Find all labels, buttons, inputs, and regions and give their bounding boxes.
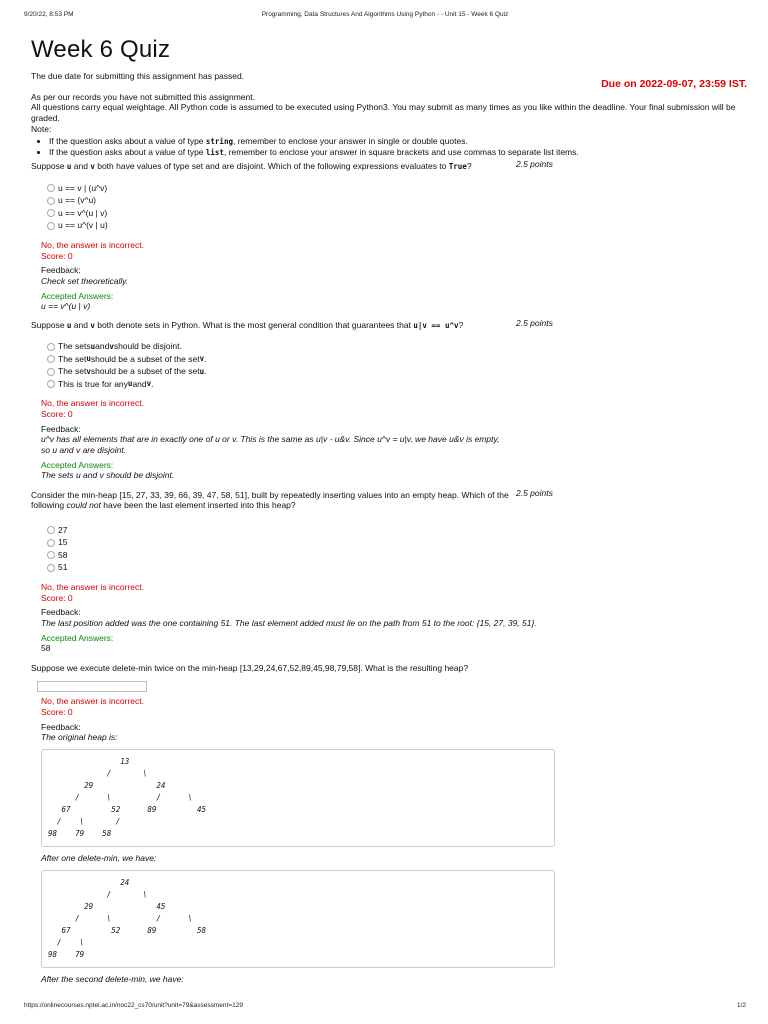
question-text: Suppose u and v both denote sets in Python. What is the most general condition that guarantees that u|v == u^v? [31, 319, 464, 330]
due-passed-message: The due date for submitting this assignment has passed. [31, 71, 245, 81]
option[interactable]: u == v | (u^v) [47, 182, 747, 195]
option[interactable]: u == u^(v | u) [47, 220, 747, 233]
radio-button[interactable] [47, 355, 55, 363]
result-message: No, the answer is incorrect. [41, 696, 144, 707]
after-two-text: After the second delete-min, we have: [41, 973, 184, 984]
answer-options [47, 524, 747, 574]
radio-button[interactable] [47, 539, 55, 547]
feedback-text: u^v has all elements that are in exactly one of u or v. This is the same as u|v - u&v. Since u^v = u|v, we have u&v is empty, [41, 434, 500, 445]
answer-options [47, 340, 747, 390]
score: Score: 0 [41, 592, 73, 603]
radio-button[interactable] [47, 526, 55, 534]
option[interactable]: 51 [47, 562, 747, 575]
radio-button[interactable] [47, 380, 55, 388]
print-footer [24, 1002, 746, 1012]
radio-button[interactable] [47, 184, 55, 192]
question-text: Consider the min-heap [15, 27, 33, 39, 66, 39, 47, 58, 51], built by repeatedly inserting values into an empty heap. Which of the following could not have been the last element inserted into this heap? [31, 489, 509, 511]
feedback-label: Feedback: [41, 423, 81, 434]
question-1 [31, 161, 747, 311]
page-number: 1/2 [736, 1002, 746, 1009]
score: Score: 0 [41, 707, 73, 717]
feedback-label: Feedback: [41, 607, 81, 618]
question-2 [31, 317, 747, 481]
radio-button[interactable] [47, 368, 55, 376]
question-points: 2.5 points [516, 487, 553, 498]
code-string: string [205, 137, 233, 147]
radio-button[interactable] [47, 564, 55, 572]
option[interactable]: u == v^(u | v) [47, 207, 747, 220]
records-message: As per our records you have not submitted this assignment. [31, 91, 255, 102]
accepted-label: Accepted Answers: [41, 632, 114, 643]
page-title: Week 6 Quiz [31, 36, 171, 63]
accepted-answer: 58 [41, 643, 51, 654]
option[interactable]: 15 [47, 537, 747, 550]
note-item: • If the question asks about a value of type string, remember to enclose your answer in single or double quotes. [49, 136, 747, 147]
result-block [41, 696, 747, 984]
option[interactable]: The set v should be a subset of the set u . [47, 365, 747, 378]
option[interactable]: 58 [47, 549, 747, 562]
note-label: Note: [31, 123, 52, 134]
feedback-text-2: so u and v are disjoint. [41, 444, 127, 455]
radio-button[interactable] [47, 551, 55, 559]
option[interactable]: The sets u and v should be disjoint. [47, 340, 747, 353]
question-text: Suppose we execute delete-min twice on the min-heap [13,29,24,67,52,89,45,98,79,58]. What is the resulting heap? [31, 662, 469, 673]
notes-list [31, 136, 747, 157]
score: Score: 0 [41, 250, 73, 261]
feedback-label: Feedback: [41, 721, 81, 732]
accepted-answer: The sets u and v should be disjoint. [41, 470, 175, 481]
due-date: Due on 2022-09-07, 23:59 IST. [601, 78, 747, 90]
print-date: 9/20/22, 8:53 PM [24, 11, 74, 18]
question-text: Suppose u and v both have values of type set and are disjoint. Which of the following expressions evaluates to True? [31, 161, 472, 172]
radio-button[interactable] [47, 222, 55, 230]
question-4 [31, 663, 747, 984]
option[interactable]: 27 [47, 524, 747, 537]
feedback-text: Check set theoretically. [41, 275, 129, 286]
feedback-text: The original heap is: [41, 732, 118, 743]
heap-diagram-original: 13 / \ 29 24 / \ / \ 67 52 89 45 / \ / 98 79 58 [41, 749, 555, 847]
feedback-label: Feedback: [41, 265, 81, 276]
result-message: No, the answer is incorrect. [41, 240, 144, 250]
accepted-label: Accepted Answers: [41, 290, 114, 301]
option[interactable]: This is true for any u and v . [47, 378, 747, 391]
result-block [41, 582, 747, 654]
quiz-content [31, 35, 747, 984]
print-header [24, 11, 746, 21]
radio-button[interactable] [47, 343, 55, 351]
question-points: 2.5 points [516, 317, 553, 328]
question-3 [31, 487, 747, 654]
after-one-text: After one delete-min, we have: [41, 852, 157, 863]
result-message: No, the answer is incorrect. [41, 582, 144, 592]
question-points: 2.5 points [516, 159, 553, 170]
accepted-answer: u == v^(u | v) [41, 301, 91, 312]
accepted-label: Accepted Answers: [41, 459, 114, 470]
print-url: https://onlinecourses.nptel.ac.in/noc22_cs70/unit?unit=79&assessment=129 [24, 1002, 243, 1009]
answer-options [47, 182, 747, 232]
result-message: No, the answer is incorrect. [41, 398, 144, 409]
code-list: list [205, 147, 224, 157]
print-title: Programming, Data Structures And Algorithms Using Python - - Unit 15 - Week 6 Quiz [261, 11, 509, 18]
option[interactable]: The set u should be a subset of the set v . [47, 353, 747, 366]
heap-diagram-after-one: 24 / \ 29 45 / \ / \ 67 52 89 58 / \ 98 79 [41, 870, 555, 968]
radio-button[interactable] [47, 209, 55, 217]
feedback-text: The last position added was the one containing 51. The last element added must lie on the path from 51 to the root: {15, 27, 39, 51}. [41, 617, 537, 628]
radio-button[interactable] [47, 197, 55, 205]
score: Score: 0 [41, 409, 73, 419]
instructions-text: All questions carry equal weightage. All Python code is assumed to be executed using Python3. You may submit as many times as you like within the deadline. Your final submission will be graded. [31, 102, 736, 123]
note-item: • If the question asks about a value of type list, remember to enclose your answer in square brackets and use commas to separate list items. [49, 147, 747, 158]
result-block [41, 398, 747, 480]
option[interactable]: u == (v^u) [47, 195, 747, 208]
result-block [41, 240, 747, 312]
answer-input[interactable] [37, 681, 147, 692]
